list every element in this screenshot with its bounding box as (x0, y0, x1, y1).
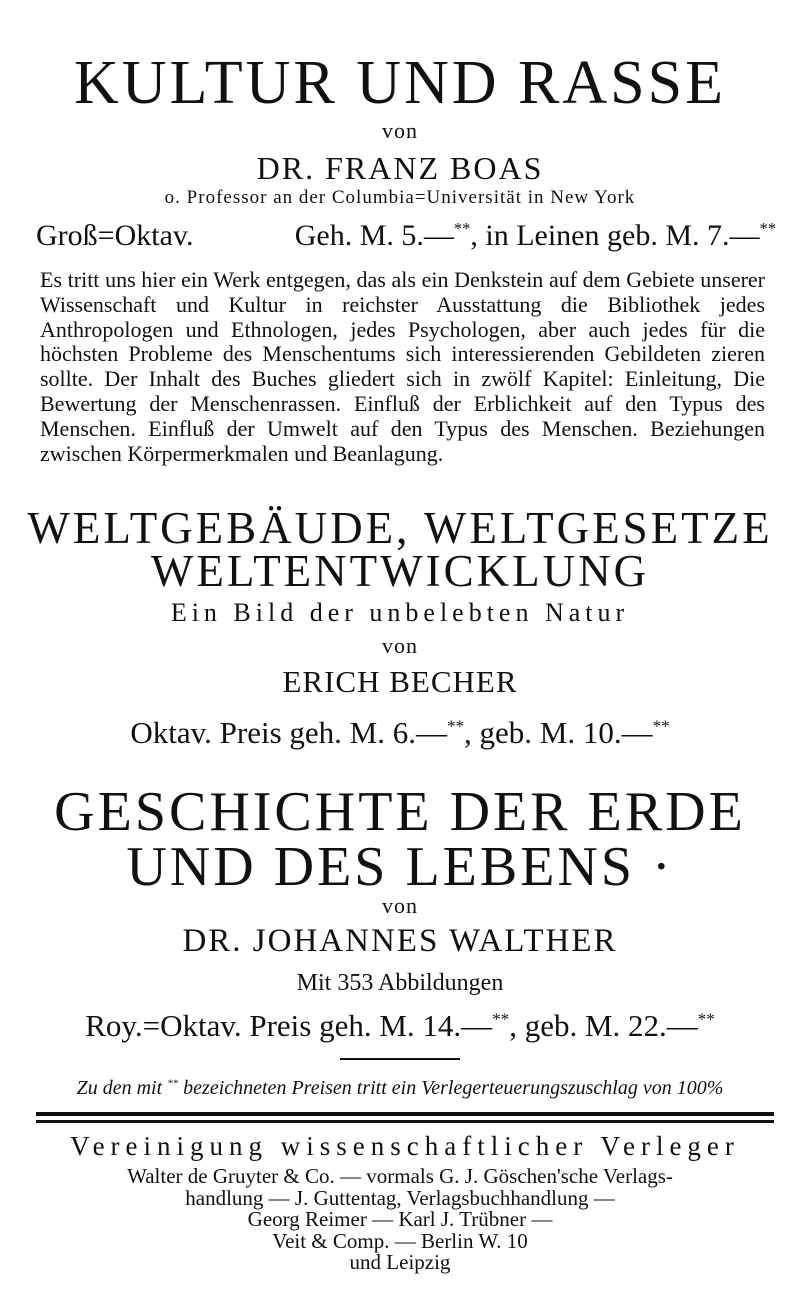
book1-affiliation: o. Professor an der Columbia=Universität in New York (164, 187, 636, 208)
book2-price-mark2: ** (652, 716, 670, 736)
book1-author: DR. FRANZ BOAS (256, 150, 544, 186)
book3-title-line2: UND DES LEBENS · (126, 836, 674, 898)
book3-title-line1: GESCHICHTE DER ERDE (54, 781, 746, 843)
price-note-mark: ** (167, 1077, 179, 1090)
price-note-text: bezeichneten Preisen tritt ein Verlegerteuerungszuschlag von 100% (183, 1077, 724, 1099)
book3-price-part2: , geb. M. 22.— (509, 1008, 698, 1043)
book1-description: Es tritt uns hier ein Werk entgegen, das als ein Denkstein auf dem Gebiete unserer Wissenschaft und Kultur in reichster Ausstattung die Bibliothek jedes Anthropologen und Ethnologen, jedes Psychologen, aber auch jedes für die höchsten Probleme des Menschentums sich interessierenden Gebildeten zieren sollte. Der Inhalt des Buches gliedert sich in zwölf Kapitel: Einleitung, Die Bewertung der Menschenrassen. Einfluß der Erblichkeit auf den Typus des Menschen. Einfluß der Umwelt auf den Typus des Menschen. Beziehungen zwischen Körpermerkmalen und Beanlagung. (40, 267, 765, 466)
publisher-line-2: handlung — J. Guttentag, Verlagsbuchhandlung — (185, 1185, 615, 1210)
publisher-heading: Vereinigung wissenschaftlicher Verleger (70, 1131, 740, 1161)
book1-price-line (36, 219, 776, 253)
book2-title-line2: WELTENTWICKLUNG (150, 546, 650, 596)
book3-price (0, 1008, 800, 1044)
publisher-line-4: Veit & Comp. — Berlin W. 10 (272, 1228, 528, 1253)
book1-price-geh-mark: ** (453, 219, 471, 238)
book1-title: KULTUR UND RASSE (73, 49, 726, 117)
book2-price-part1: Oktav. Preis geh. M. 6.— (130, 715, 447, 750)
publisher-address (0, 1166, 800, 1274)
short-divider (340, 1058, 460, 1060)
book2-price (0, 715, 800, 751)
book2-von: von (382, 633, 418, 658)
book1-format: Groß=Oktav. (36, 219, 194, 252)
book1-von: von (382, 118, 418, 143)
book1-price (295, 219, 776, 253)
price-note (0, 1077, 800, 1100)
book1-price-leinen-mark: ** (759, 219, 776, 238)
thin-divider (36, 1120, 774, 1123)
book2-author: ERICH BECHER (282, 664, 518, 699)
book3-price-mark2: ** (697, 1009, 715, 1029)
book2-subtitle: Ein Bild der unbelebten Natur (170, 598, 630, 627)
publisher-line-3: Georg Reimer — Karl J. Trübner — (247, 1207, 553, 1232)
book3-illustrations: Mit 353 Abbildungen (296, 970, 504, 996)
book2-price-mark1: ** (446, 716, 464, 736)
book3-price-mark1: ** (492, 1009, 510, 1029)
book2-price-part2: , geb. M. 10.— (464, 715, 653, 750)
publisher-line-5: und Leipzig (349, 1250, 451, 1275)
publisher-line-1: Walter de Gruyter & Co. — vormals G. J. Göschen'sche Verlags- (127, 1164, 673, 1188)
book1-price-leinen: , in Leinen geb. M. 7.— (470, 219, 760, 252)
book1-price-geh: Geh. M. 5.— (294, 219, 454, 252)
price-note-prefix: Zu den mit (76, 1077, 163, 1099)
book2-title-line1: WELTGEBÄUDE, WELTGESETZE (27, 503, 773, 553)
thick-divider (36, 1112, 774, 1116)
book3-von: von (382, 893, 418, 918)
book3-price-part1: Roy.=Oktav. Preis geh. M. 14.— (85, 1008, 493, 1043)
book3-author: DR. JOHANNES WALTHER (182, 923, 618, 959)
